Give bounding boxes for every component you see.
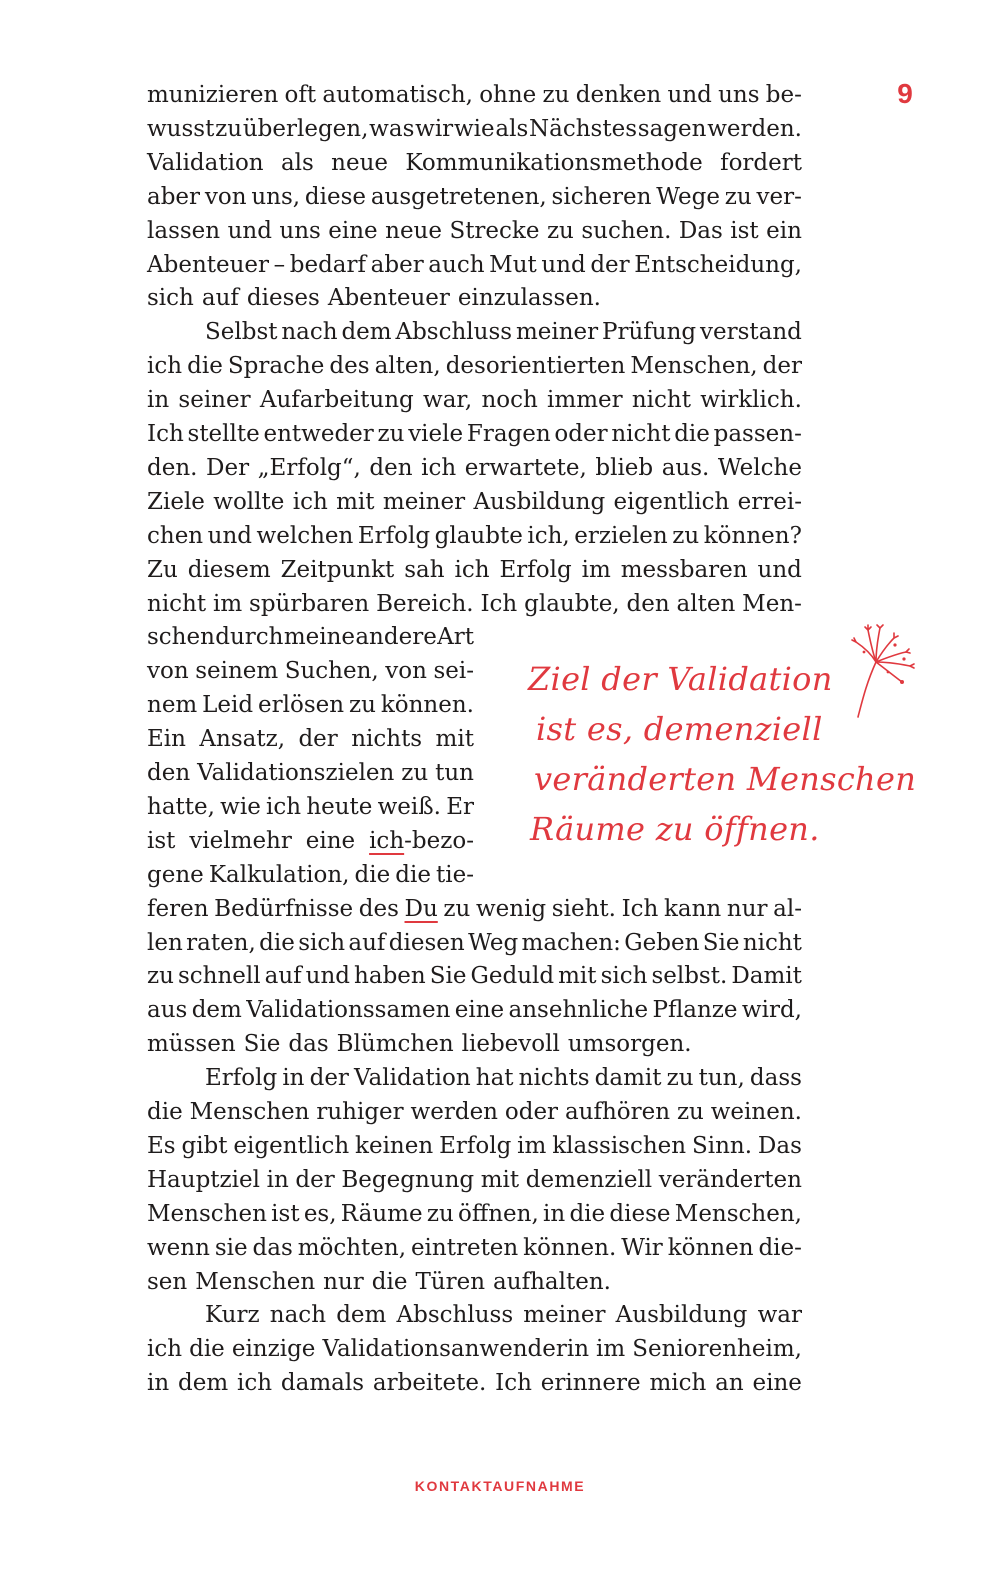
text-line: Selbst nach dem Abschluss meiner Prüfung verstand [205, 319, 802, 346]
text-line: wusst zu überlegen, was wir wie als Nächstes sagen werden. [147, 115, 802, 142]
text-line: Es gibt eigentlich keinen Erfolg im klassischen Sinn. Das [147, 1132, 802, 1159]
text-line: schen durch meine andere Art [147, 624, 474, 651]
text-line: sen Menschen nur die Türen aufhalten. [147, 1268, 611, 1295]
text-line: Kurz nach dem Abschluss meiner Ausbildung war [205, 1302, 802, 1329]
text-line: von seinem Suchen, von sei- [147, 658, 474, 685]
text-line: chen und welchen Erfolg glaubte ich, erzielen zu können? [147, 522, 802, 549]
text-line: Ein Ansatz, der nichts mit [147, 726, 474, 753]
text-line: in dem ich damals arbeitete. Ich erinnere mich an eine [147, 1370, 802, 1397]
text-line: in seiner Aufarbeitung war, noch immer nicht wirklich. [147, 387, 802, 414]
text-line: Hauptziel in der Begegnung mit demenziell veränderten [147, 1166, 802, 1193]
pull-quote-line: ist es, demenziell [536, 710, 823, 748]
text-line: den. Der „Erfolg“, den ich erwartete, blieb aus. Welche [147, 454, 802, 481]
text-line: Erfolg in der Validation hat nichts damit zu tun, dass [205, 1065, 802, 1092]
text-line: aber von uns, diese ausgetretenen, sicheren Wege zu ver- [147, 183, 802, 210]
text-line: Abenteuer – bedarf aber auch Mut und der Entscheidung, [147, 251, 802, 278]
text-line: ich die einzige Validationsanwenderin im Seniorenheim, [147, 1336, 802, 1363]
dandelion-icon [848, 622, 916, 722]
text-line: nicht im spürbaren Bereich. Ich glaubte, den alten Men- [147, 590, 802, 617]
pull-quote-line: veränderten Menschen [534, 760, 917, 798]
text-line: aus dem Validationssamen eine ansehnliche Pflanze wird, [147, 997, 802, 1024]
text-line: zu schnell auf und haben Sie Geduld mit sich selbst. Damit [147, 963, 802, 990]
text-line: müssen Sie das Blümchen liebevoll umsorgen. [147, 1031, 692, 1058]
pull-quote-line: Räume zu öffnen. [530, 810, 820, 848]
text-line: den Validationszielen zu tun [147, 760, 474, 786]
pull-quote-line: Ziel der Validation [528, 660, 833, 698]
text-line: hatte, wie ich heute weiß. Er [147, 793, 474, 820]
text-line: Zu diesem Zeitpunkt sah ich Erfolg im messbaren und [147, 556, 802, 583]
text-line: len raten, die sich auf diesen Weg machen: Geben Sie nicht [147, 929, 802, 956]
text-line: Ziele wollte ich mit meiner Ausbildung eigentlich errei- [147, 488, 802, 515]
text-line: ist vielmehr eine ich-bezo- [147, 827, 474, 854]
text-line: sich auf dieses Abenteuer einzulassen. [147, 285, 601, 312]
page-number: 9 [897, 78, 913, 109]
text-line: nem Leid erlösen zu können. [147, 692, 474, 719]
text-line: die Menschen ruhiger werden oder aufhören zu weinen. [147, 1099, 802, 1125]
text-line: feren Bedürfnisse des Du zu wenig sieht. Ich kann nur al- [147, 895, 802, 922]
text-line: Ich stellte entweder zu viele Fragen oder nicht die passen- [147, 421, 802, 447]
text-line: gene Kalkulation, die die tie- [147, 861, 474, 888]
text-line: Menschen ist es, Räume zu öffnen, in die diese Menschen, [147, 1200, 802, 1227]
text-line: lassen und uns eine neue Strecke zu suchen. Das ist ein [147, 217, 802, 244]
text-line: munizieren oft automatisch, ohne zu denken und uns be- [147, 82, 802, 108]
text-line: wenn sie das möchten, eintreten können. Wir können die- [147, 1234, 802, 1261]
text-line: Validation als neue Kommunikationsmethode fordert [147, 149, 802, 176]
text-line: ich die Sprache des alten, desorientierten Menschen, der [147, 353, 802, 380]
running-footer: KONTAKTAUFNAHME [414, 1478, 586, 1494]
